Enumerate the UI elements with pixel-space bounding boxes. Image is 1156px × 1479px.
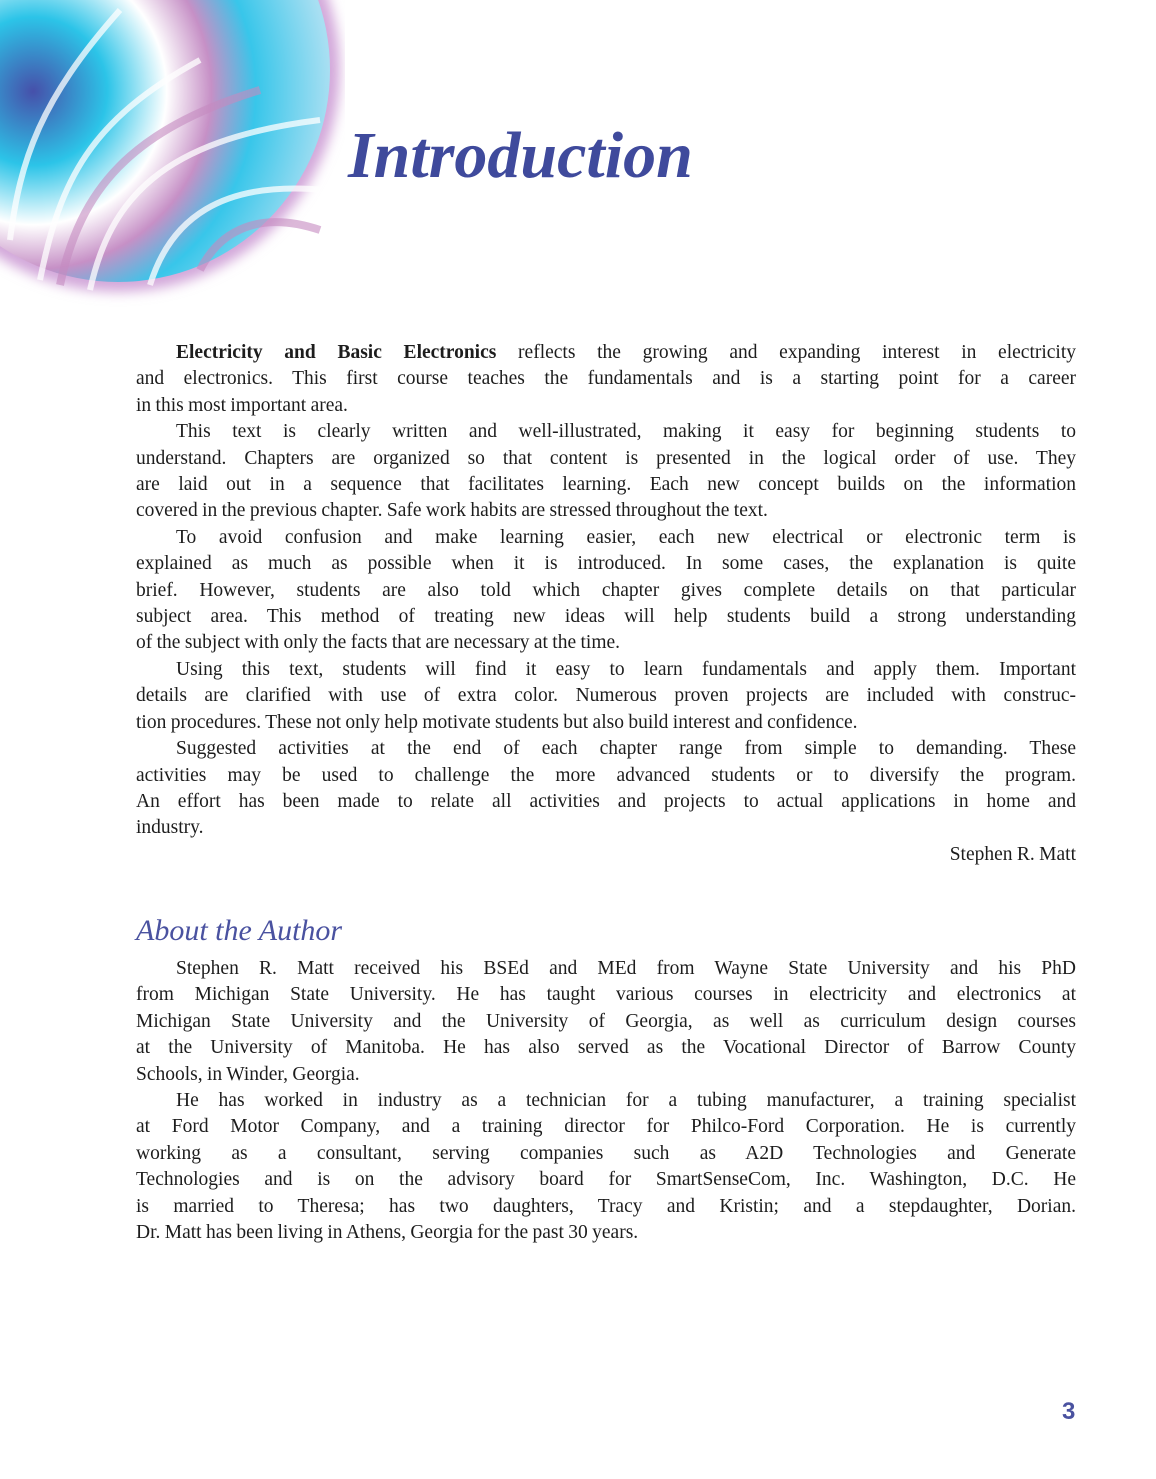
about-author-heading: About the Author — [136, 914, 343, 947]
paragraph-line: subject area. This method of treating new ideas will help students build a strong understanding — [136, 606, 1076, 628]
paragraph-line: industry. — [136, 817, 204, 839]
book-title-bold: Electricity and Basic Electronics — [176, 342, 497, 363]
paragraph-line: and electronics. This first course teaches the fundamentals and is a starting point for a career — [136, 368, 1076, 390]
paragraph-line: Technologies and is on the advisory board for SmartSenseCom, Inc. Washington, D.C. He — [136, 1169, 1076, 1191]
about-author-body — [136, 956, 1076, 1246]
paragraph-line: activities may be used to challenge the more advanced students or to diversify the program. — [136, 764, 1076, 786]
paragraph-line: He has worked in industry as a technician for a tubing manufacturer, a training specialist — [176, 1090, 1076, 1112]
introduction-body — [136, 340, 1076, 868]
paragraph-line: covered in the previous chapter. Safe work habits are stressed throughout the text. — [136, 500, 768, 522]
paragraph-line: details are clarified with use of extra color. Numerous proven projects are included with construc- — [136, 685, 1076, 707]
author-signature: Stephen R. Matt — [949, 843, 1076, 865]
paragraph-line: Stephen R. Matt received his BSEd and MEd from Wayne State University and his PhD — [176, 958, 1076, 979]
paragraph-line: brief. However, students are also told which chapter gives complete details on that particular — [136, 579, 1076, 601]
decorative-energy-orb-image — [0, 0, 345, 310]
paragraph-line: from Michigan State University. He has taught various courses in electricity and electronics at — [136, 984, 1076, 1006]
paragraph-line: An effort has been made to relate all activities and projects to actual applications in home and — [136, 790, 1076, 812]
paragraph-line: is married to Theresa; has two daughters, Tracy and Kristin; and a stepdaughter, Dorian. — [136, 1195, 1076, 1217]
paragraph-line: at the University of Manitoba. He has also served as the Vocational Director of Barrow County — [136, 1037, 1076, 1059]
paragraph-line: Suggested activities at the end of each chapter range from simple to demanding. These — [176, 738, 1076, 760]
page-number: 3 — [1062, 1398, 1076, 1425]
page-title: Introduction — [348, 119, 693, 192]
paragraph-line: at Ford Motor Company, and a training director for Philco-Ford Corporation. He is currently — [136, 1116, 1076, 1138]
paragraph-line: To avoid confusion and make learning easier, each new electrical or electronic term is — [176, 526, 1076, 548]
paragraph-line: of the subject with only the facts that are necessary at the time. — [136, 632, 621, 654]
paragraph-line: Dr. Matt has been living in Athens, Georgia for the past 30 years. — [136, 1222, 639, 1244]
paragraph-line: Using this text, students will find it easy to learn fundamentals and apply them. Important — [176, 658, 1076, 680]
paragraph-line: Schools, in Winder, Georgia. — [136, 1063, 360, 1085]
paragraph-line: in this most important area. — [136, 394, 348, 416]
paragraph-line: Michigan State University and the University of Georgia, as well as curriculum design courses — [136, 1010, 1076, 1032]
paragraph-line-text: reflects the growing and expanding interest in electricity — [496, 342, 1077, 363]
paragraph-line: explained as much as possible when it is introduced. In some cases, the explanation is quite — [136, 553, 1076, 575]
paragraph-line: understand. Chapters are organized so that content is presented in the logical order of use. They — [136, 447, 1076, 469]
paragraph-line: tion procedures. These not only help motivate students but also build interest and confidence. — [136, 711, 858, 733]
paragraph-line — [136, 340, 1076, 366]
paragraph-line: working as a consultant, serving companies such as A2D Technologies and Generate — [136, 1142, 1076, 1164]
paragraph-line: This text is clearly written and well-illustrated, making it easy for beginning students to — [176, 421, 1076, 443]
paragraph-line: are laid out in a sequence that facilitates learning. Each new concept builds on the information — [136, 474, 1076, 496]
